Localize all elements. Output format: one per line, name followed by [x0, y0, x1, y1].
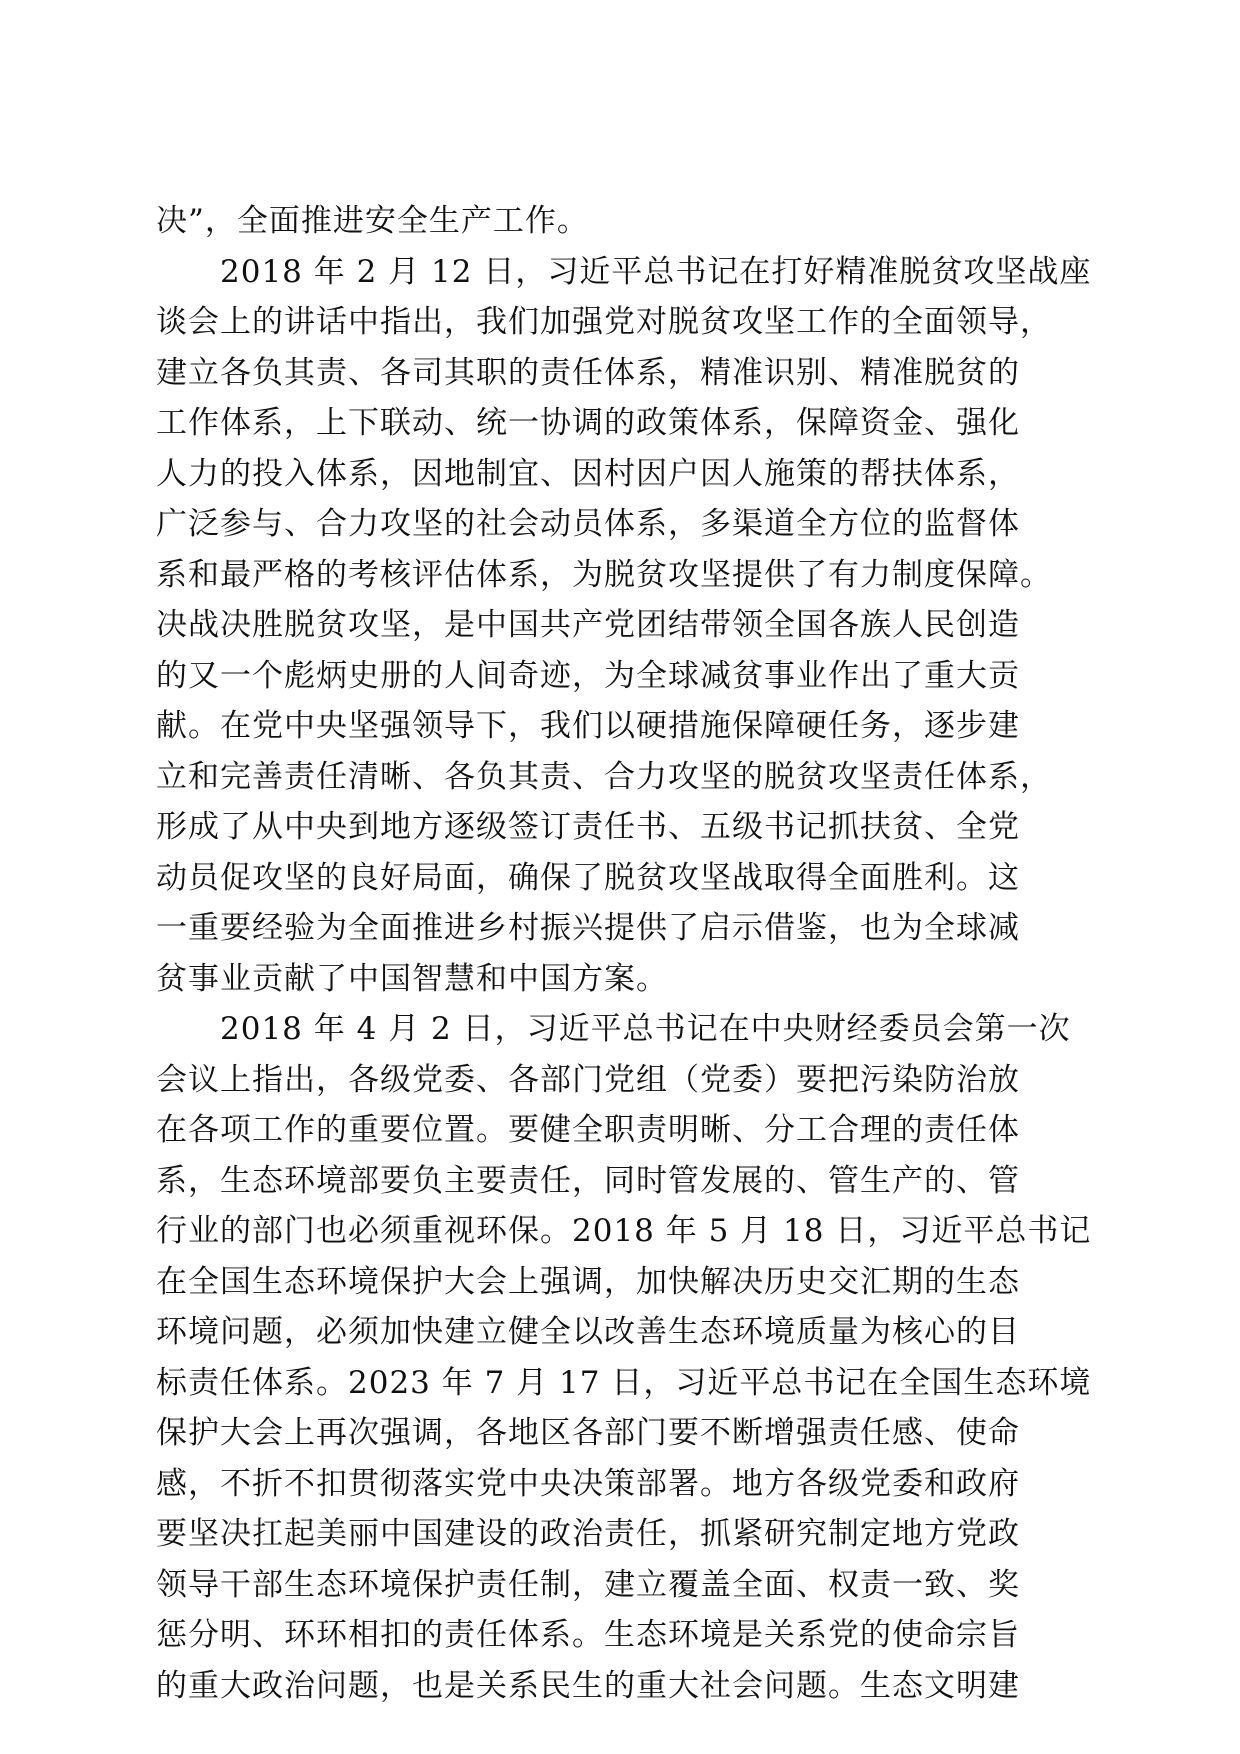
text-line: 感，不折不扣贯彻落实党中央决策部署。地方各级党委和政府	[156, 1465, 1020, 1502]
text-line: 保护大会上再次强调，各地区各部门要不断增强责任感、使命	[156, 1415, 1020, 1451]
text-line: 惩分明、环环相扣的责任体系。生态环境是关系党的使命宗旨	[156, 1617, 1020, 1653]
text-line: 的重大政治问题，也是关系民生的重大社会问题。生态文明建	[156, 1667, 1020, 1704]
text-line: 决战决胜脱贫攻坚，是中国共产党团结带领全国各族人民创造	[156, 607, 1020, 643]
text-line: 系，生态环境部要负主要责任，同时管发展的、管生产的、管	[156, 1162, 1020, 1199]
text-line: 人力的投入体系，因地制宜、因村因户因人施策的帮扶体系，	[156, 455, 1020, 492]
paragraph-start-line: 2018 年 4 月 2 日，习近平总书记在中央财经委员会第一次	[220, 1011, 1071, 1047]
text-line: 广泛参与、合力攻坚的社会动员体系，多渠道全方位的监督体	[156, 506, 1020, 542]
text-line: 动员促攻坚的良好局面，确保了脱贫攻坚战取得全面胜利。这	[156, 859, 1020, 896]
text-line: 系和最严格的考核评估体系，为脱贫攻坚提供了有力制度保障。	[156, 556, 1052, 593]
body-text	[156, 196, 1090, 1711]
text-line: 贫事业贡献了中国智慧和中国方案。	[156, 960, 668, 997]
text-line: 决”，全面推进安全生产工作。	[156, 203, 589, 239]
text-line: 形成了从中央到地方逐级签订责任书、五级书记抓扶贫、全党	[156, 809, 1020, 845]
text-line: 谈会上的讲话中指出，我们加强党对脱贫攻坚工作的全面领导，	[156, 304, 1052, 340]
text-line: 行业的部门也必须重视环保。2018 年 5 月 18 日，习近平总书记	[156, 1213, 1092, 1249]
text-line: 领导干部生态环境保护责任制，建立覆盖全面、权责一致、奖	[156, 1566, 1020, 1603]
text-line: 立和完善责任清晰、各负其责、合力攻坚的脱贫攻坚责任体系，	[156, 758, 1052, 795]
text-line: 建立各负其责、各司其职的责任体系，精准识别、精准脱贫的	[156, 354, 1020, 391]
text-line: 在全国生态环境保护大会上强调，加快解决历史交汇期的生态	[156, 1263, 1020, 1300]
text-line: 工作体系，上下联动、统一协调的政策体系，保障资金、强化	[156, 405, 1020, 441]
text-line: 标责任体系。2023 年 7 月 17 日，习近平总书记在全国生态环境	[156, 1364, 1092, 1401]
text-line: 会议上指出，各级党委、各部门党组（党委）要把污染防治放	[156, 1061, 1020, 1098]
text-line: 一重要经验为全面推进乡村振兴提供了启示借鉴，也为全球减	[156, 910, 1020, 946]
text-line: 的又一个彪炳史册的人间奇迹，为全球减贫事业作出了重大贡	[156, 657, 1020, 694]
text-line: 环境问题，必须加快建立健全以改善生态环境质量为核心的目	[156, 1314, 1020, 1350]
text-line: 要坚决扛起美丽中国建设的政治责任，抓紧研究制定地方党政	[156, 1516, 1020, 1552]
text-line: 在各项工作的重要位置。要健全职责明晰、分工合理的责任体	[156, 1112, 1020, 1148]
paragraph-start-line: 2018 年 2 月 12 日，习近平总书记在打好精准脱贫攻坚战座	[220, 253, 1092, 290]
text-line: 献。在党中央坚强领导下，我们以硬措施保障硬任务，逐步建	[156, 708, 1020, 744]
